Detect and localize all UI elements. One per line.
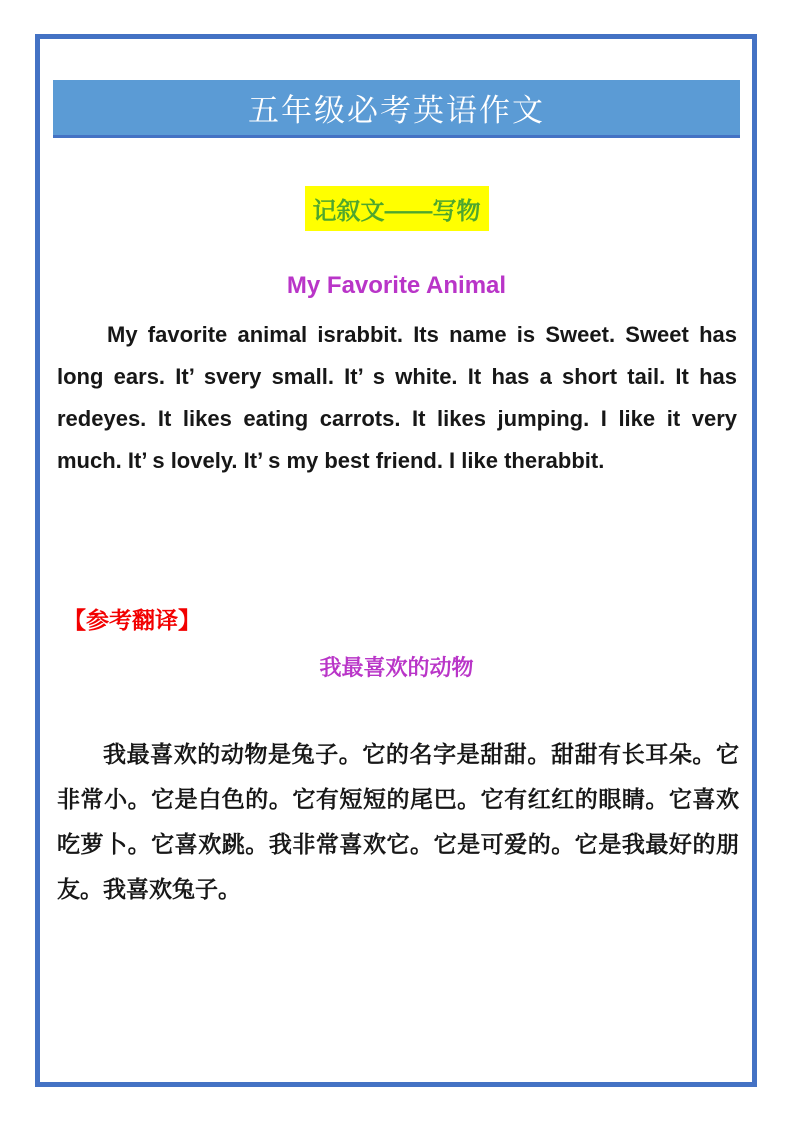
english-essay-paragraph: My favorite animal israbbit. Its name is Sweet. Sweet has long ears. It’ svery small. It’ s white. It has a short tail. It has redeyes. It likes eating carrots. It likes jumping. I like it very much. It’ s lovely. It’ s my best friend. I like therabbit. — [57, 322, 737, 473]
reference-translation-label: 【参考翻译】 — [63, 607, 201, 633]
english-title-row — [53, 272, 740, 300]
chinese-title-row — [53, 651, 740, 682]
chinese-translation-paragraph: 我最喜欢的动物是兔子。它的名字是甜甜。甜甜有长耳朵。它非常小。它是白色的。它有短短的尾巴。它有红红的眼睛。它喜欢吃萝卜。它喜欢跳。我非常喜欢它。它是可爱的。它是我最好的朋友。我喜欢兔子。 — [57, 741, 739, 902]
chinese-essay-title: 我最喜欢的动物 — [319, 655, 474, 680]
section-tag-row — [53, 186, 740, 231]
section-tag: 记叙文——写物 — [305, 186, 489, 231]
document-title: 五年级必考英语作文 — [248, 93, 545, 128]
header-banner — [53, 80, 740, 138]
english-essay-title: My Favorite Animal — [286, 272, 507, 299]
